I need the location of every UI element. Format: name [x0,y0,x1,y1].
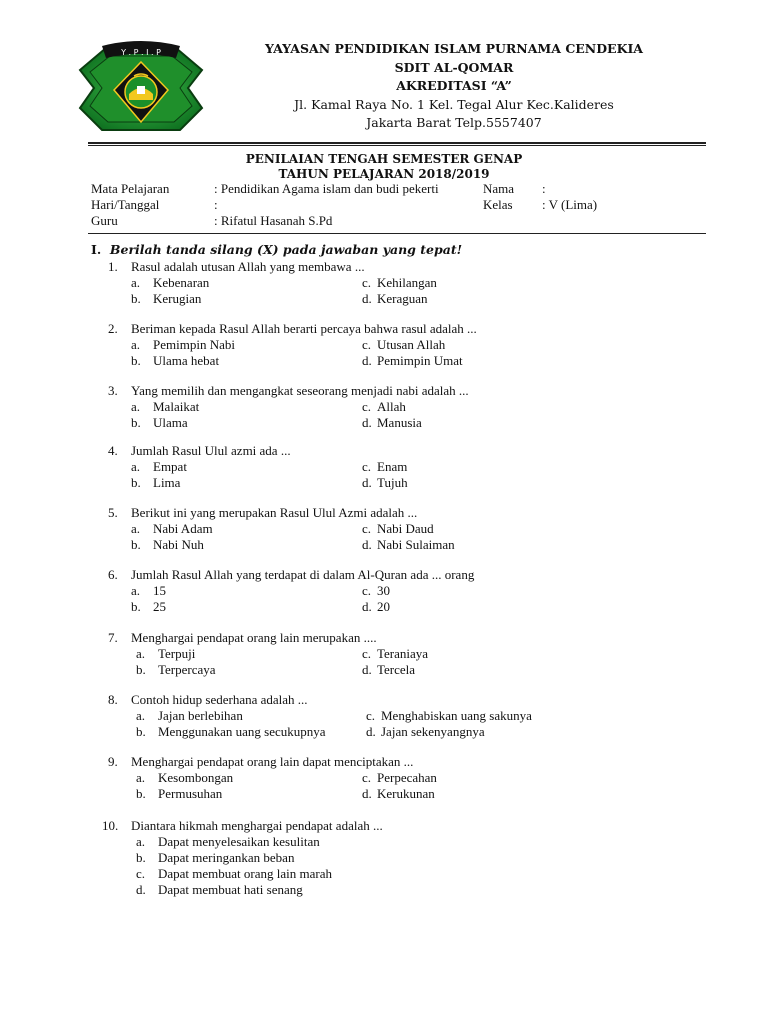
address-line-2: Jakarta Barat Telp.5557407 [366,115,542,130]
letterhead [214,40,694,133]
class-label: Kelas [483,197,513,212]
option-letter: a. [131,399,141,414]
question-text: Berikut ini yang merupakan Rasul Ulul Azmi adalah ... [131,505,418,520]
option-letter: c. [362,399,372,414]
option-letter: a. [131,275,141,290]
option-letter: b. [136,850,146,865]
question-text: Diantara hikmah menghargai pendapat adalah ... [131,818,383,833]
option-text: Empat [153,459,187,474]
option-letter: a. [136,708,146,723]
option-text: Keraguan [377,291,428,306]
option-text: Ulama [153,415,188,430]
option-letter: b. [136,662,146,677]
option-letter: b. [131,415,141,430]
option-letter: d. [362,291,372,306]
question-number: 6. [108,567,118,582]
option-text: 25 [153,599,166,614]
option-letter: d. [362,662,372,677]
option-text: Nabi Adam [153,521,213,536]
name-label: Nama [483,181,515,196]
option-text: Jajan sekenyangnya [381,724,485,739]
question-text: Contoh hidup sederhana adalah ... [131,692,308,707]
logo-text: Y . P . I . P [121,48,161,57]
option-letter: c. [362,583,372,598]
header-divider [88,142,706,144]
option-letter: b. [131,599,141,614]
teacher-value: : Rifatul Hasanah S.Pd [214,213,333,228]
exam-title [88,152,680,182]
option-text: 15 [153,583,166,598]
header-divider-thin [88,145,706,146]
option-text: Enam [377,459,408,474]
option-letter: c. [362,770,372,785]
question-text: Menghargai pendapat orang lain dapat menciptakan ... [131,754,414,769]
question-number: 10. [102,818,119,833]
question-number: 9. [108,754,118,769]
option-text: Menggunakan uang secukupnya [158,724,326,739]
option-text: Tujuh [377,475,408,490]
option-letter: b. [131,475,141,490]
option-text: Permusuhan [158,786,223,801]
foundation-name: YAYASAN PENDIDIKAN ISLAM PURNAMA CENDEKIA [264,41,643,56]
option-text: Lima [153,475,181,490]
option-letter: b. [131,353,141,368]
option-text: Tercela [377,662,416,677]
question-number: 8. [108,692,118,707]
option-letter: a. [131,337,141,352]
exam-name: PENILAIAN TENGAH SEMESTER GENAP [245,152,523,166]
option-text: 20 [377,599,390,614]
option-text: Utusan Allah [377,337,446,352]
option-text: Kehilangan [377,275,437,290]
subject-value: : Pendidikan Agama islam dan budi pekerti [214,181,439,196]
subject-label: Mata Pelajaran [91,181,170,196]
address-line-1: Jl. Kamal Raya No. 1 Kel. Tegal Alur Kec.Kalideres [294,96,614,112]
option-letter: c. [362,459,372,474]
accreditation: AKREDITASI “A” [396,78,512,93]
question-text: Menghargai pendapat orang lain merupakan .... [131,630,377,645]
option-text: Dapat membuat orang lain marah [158,866,332,881]
option-text: Kerugian [153,291,202,306]
option-text: Jajan berlebihan [158,708,243,723]
option-text: Perpecahan [377,770,437,785]
question-number: 1. [108,259,118,274]
option-text: Kerukunan [377,786,435,801]
teacher-label: Guru [91,213,118,228]
option-text: Menghabiskan uang sakunya [381,708,532,723]
option-letter: b. [136,786,146,801]
option-letter: d. [362,599,372,614]
option-letter: c. [362,646,372,661]
info-divider [88,233,706,234]
option-letter: a. [131,459,141,474]
option-letter: d. [362,353,372,368]
question-text: Jumlah Rasul Allah yang terdapat di dalam Al-Quran ada ... orang [131,567,475,582]
option-letter: d. [362,475,372,490]
option-text: Malaikat [153,399,200,414]
option-text: Terpuji [158,646,196,661]
option-text: Dapat membuat hati senang [158,882,303,897]
option-letter: b. [131,291,141,306]
name-value: : [542,181,546,196]
option-text: Teraniaya [377,646,429,661]
date-label: Hari/Tanggal [91,197,160,212]
exam-year: TAHUN PELAJARAN 2018/2019 [278,167,490,181]
option-letter: c. [362,337,372,352]
class-value: : V (Lima) [542,197,598,212]
option-letter: c. [362,521,372,536]
option-text: Kesombongan [158,770,234,785]
option-letter: c. [366,708,376,723]
option-letter: b. [136,724,146,739]
option-letter: d. [366,724,376,739]
option-text: Pemimpin Nabi [153,337,235,352]
question-number: 5. [108,505,118,520]
option-letter: d. [136,882,146,897]
option-text: Pemimpin Umat [377,353,463,368]
option-letter: c. [136,866,146,881]
option-letter: a. [136,834,146,849]
option-letter: c. [362,275,372,290]
question-text: Rasul adalah utusan Allah yang membawa ... [131,259,365,274]
option-letter: a. [136,646,146,661]
school-logo [76,38,206,138]
question-text: Beriman kepada Rasul Allah berarti percaya bahwa rasul adalah ... [131,321,477,336]
option-text: Dapat menyelesaikan kesulitan [158,834,320,849]
option-letter: b. [131,537,141,552]
option-text: 30 [377,583,390,598]
question-number: 7. [108,630,118,645]
question-text: Jumlah Rasul Ulul azmi ada ... [131,443,291,458]
option-letter: a. [131,583,141,598]
option-text: Manusia [377,415,422,430]
instruction-text-a: Berilah tanda silang (X) pada [109,242,321,257]
option-text: Allah [377,399,406,414]
date-value: : [214,197,218,212]
instruction-text-b: jawaban yang tepat! [320,242,463,257]
option-letter: d. [362,786,372,801]
option-text: Ulama hebat [153,353,220,368]
option-letter: d. [362,537,372,552]
school-name: SDIT AL-QOMAR [394,59,514,75]
option-text: Dapat meringankan beban [158,850,295,865]
option-text: Nabi Nuh [153,537,204,552]
option-text: Nabi Sulaiman [377,537,455,552]
option-letter: d. [362,415,372,430]
option-letter: a. [131,521,141,536]
question-text: Yang memilih dan mengangkat seseorang menjadi nabi adalah ... [131,383,469,398]
question-number: 4. [108,443,118,458]
question-number: 2. [108,321,118,336]
option-letter: a. [136,770,146,785]
question-number: 3. [108,383,118,398]
option-text: Terpercaya [158,662,216,677]
option-text: Kebenaran [153,275,210,290]
instructions [91,242,462,258]
option-text: Nabi Daud [377,521,434,536]
section-number: I. [91,242,102,257]
